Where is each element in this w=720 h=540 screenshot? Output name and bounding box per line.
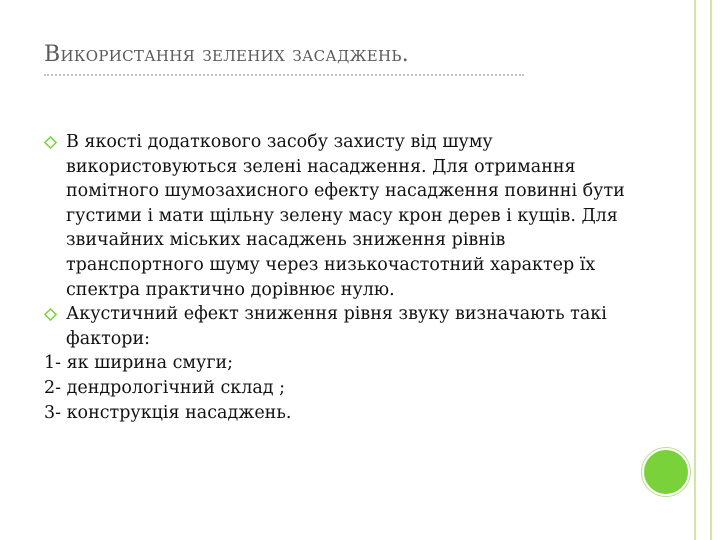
right-border-decoration: [694, 0, 712, 540]
list-item: 3- конструкція насаджень.: [44, 402, 292, 423]
bullet-item: [44, 130, 644, 302]
list-item: 2- дендрологічний склад ;: [44, 377, 285, 398]
bullet-icon: [44, 136, 57, 149]
title-underline: [44, 74, 524, 76]
bullet-text: Акустичний ефект зниження рівня звуку визначають такі фактори:: [66, 304, 607, 349]
green-circle-decoration: [642, 448, 690, 496]
bullet-text: В якості додаткового засобу захисту від шуму використовуються зелені насадження. Для отримання помітного шумозахисного ефекту насадження повинні бути густими і мати щільну зелену масу крон дерев і кущів. Для звичайних міських насаджень зниження рівнів транспортного шуму через низькочастотний характер їх спектра практично дорівнює нулю.: [66, 132, 625, 300]
slide-title: Використання зелених засаджень.: [44, 42, 410, 67]
bullet-item: [44, 302, 644, 351]
list-item: 1- як ширина смуги;: [44, 353, 234, 374]
bullet-icon: [44, 308, 57, 321]
slide-body: [44, 130, 644, 425]
